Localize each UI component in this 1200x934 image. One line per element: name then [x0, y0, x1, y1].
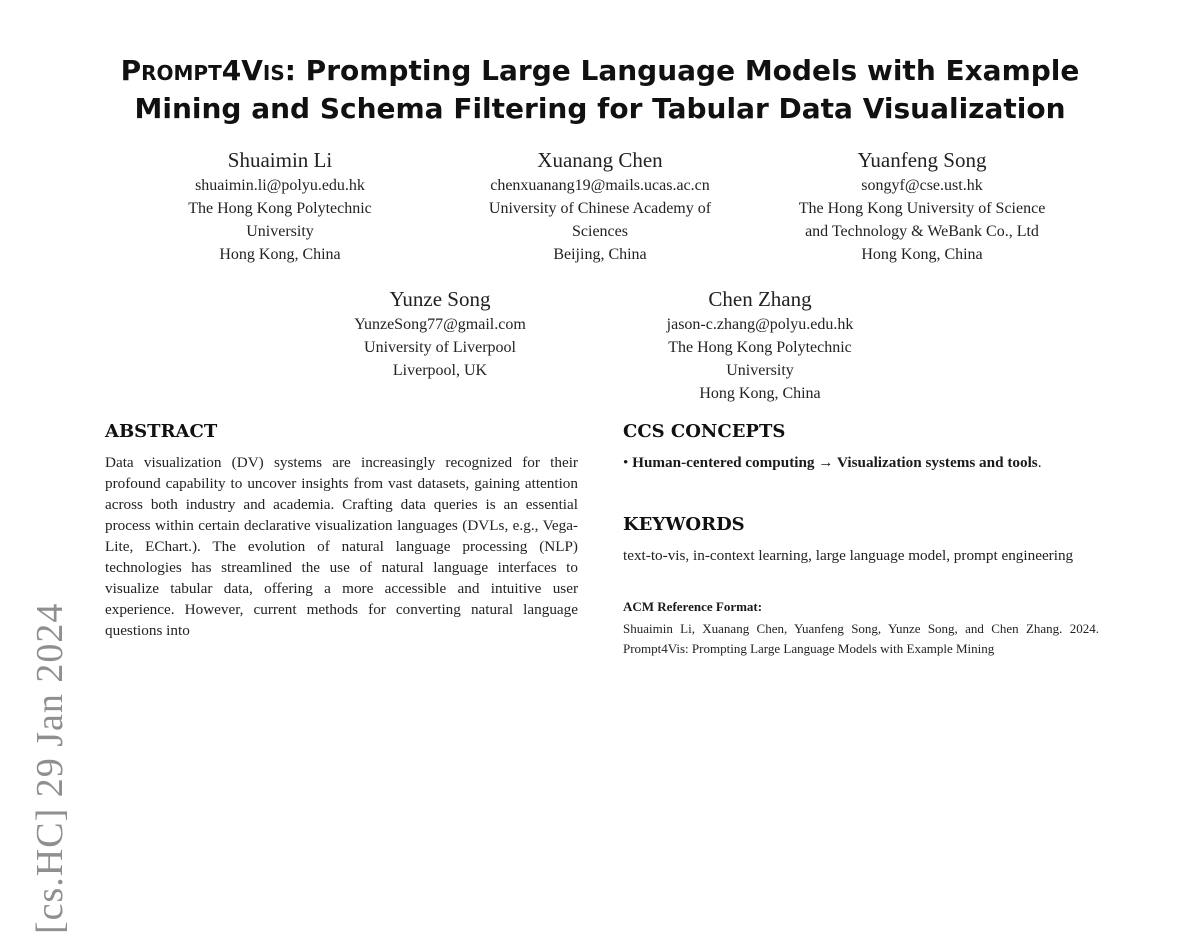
author-affiliation: The Hong Kong University of Science [798, 200, 1046, 217]
author-block [150, 148, 410, 266]
author-location: Hong Kong, China [861, 246, 983, 263]
ccs-concepts [623, 452, 1098, 473]
author-email: YunzeSong77@gmail.com [354, 316, 526, 333]
abstract-text: Data visualization (DV) systems are increasingly recognized for their profound capability to uncover insights from vast datasets, gaining attention across both industry and academia. Crafting data queries is an essential process within certain declarative visualization languages (DVLs, e.g., Vega-Lite, EChart.). The evolution of natural language processing (NLP) technologies has streamlined the use of natural language interfaces to visualize tabular data, offering a more accessible and intuitive user experience. However, current methods for converting natural language questions into [105, 454, 578, 639]
author-email: chenxuanang19@mails.ucas.ac.cn [490, 177, 710, 194]
title-system-name: Prompt4Vis [120, 54, 285, 87]
author-name: Shuaimin Li [227, 148, 333, 172]
author-email: songyf@cse.ust.hk [861, 177, 983, 194]
acm-reference-heading: ACM Reference Format: [623, 599, 763, 614]
author-location: Beijing, China [553, 246, 647, 263]
keywords-text: text-to-vis, in-context learning, large language model, prompt engineering [623, 547, 1074, 564]
author-block [762, 148, 1082, 266]
author-affiliation: Sciences [572, 223, 628, 240]
keywords-heading: KEYWORDS [623, 514, 745, 535]
ccs-heading: CCS CONCEPTS [623, 421, 786, 442]
author-block [450, 148, 750, 266]
author-email: shuaimin.li@polyu.edu.hk [195, 177, 365, 194]
author-affiliation: The Hong Kong Polytechnic [668, 339, 852, 356]
arxiv-stamp-text: [cs.HC] 29 Jan 2024 [29, 602, 71, 934]
ccs-bullet: • [623, 454, 633, 471]
author-block [630, 287, 890, 405]
author-name: Chen Zhang [708, 287, 812, 311]
paper-title [100, 52, 1100, 128]
author-name: Yunze Song [389, 287, 491, 311]
author-name: Yuanfeng Song [857, 148, 987, 172]
author-block [320, 287, 560, 382]
author-affiliation: University [246, 223, 314, 240]
ccs-concept-text: Human-centered computing → Visualization systems and tools [632, 454, 1038, 471]
author-affiliation: The Hong Kong Polytechnic [188, 200, 372, 217]
author-affiliation: University of Chinese Academy of [488, 200, 712, 217]
arxiv-stamp [24, 310, 76, 934]
abstract-body [105, 452, 578, 641]
author-email: jason-c.zhang@polyu.edu.hk [666, 316, 854, 333]
abstract-heading: ABSTRACT [105, 421, 218, 442]
ccs-end: . [1037, 454, 1042, 471]
author-location: Liverpool, UK [392, 362, 488, 379]
author-affiliation: and Technology & WeBank Co., Ltd [805, 223, 1039, 240]
title-line2: Mining and Schema Filtering for Tabular Data Visualization [134, 92, 1066, 125]
author-location: Hong Kong, China [699, 385, 821, 402]
author-location: Hong Kong, China [219, 246, 341, 263]
author-name: Xuanang Chen [537, 148, 663, 172]
author-affiliation: University of Liverpool [364, 339, 516, 356]
author-affiliation: University [726, 362, 794, 379]
keywords-body [623, 545, 1098, 566]
title-line1: : Prompting Large Language Models with Example [284, 54, 1080, 87]
acm-reference-text: Shuaimin Li, Xuanang Chen, Yuanfeng Song, Yunze Song, and Chen Zhang. 2024. Prompt4Vis: Prompting Large Language Models with Example Mining [623, 621, 1099, 656]
